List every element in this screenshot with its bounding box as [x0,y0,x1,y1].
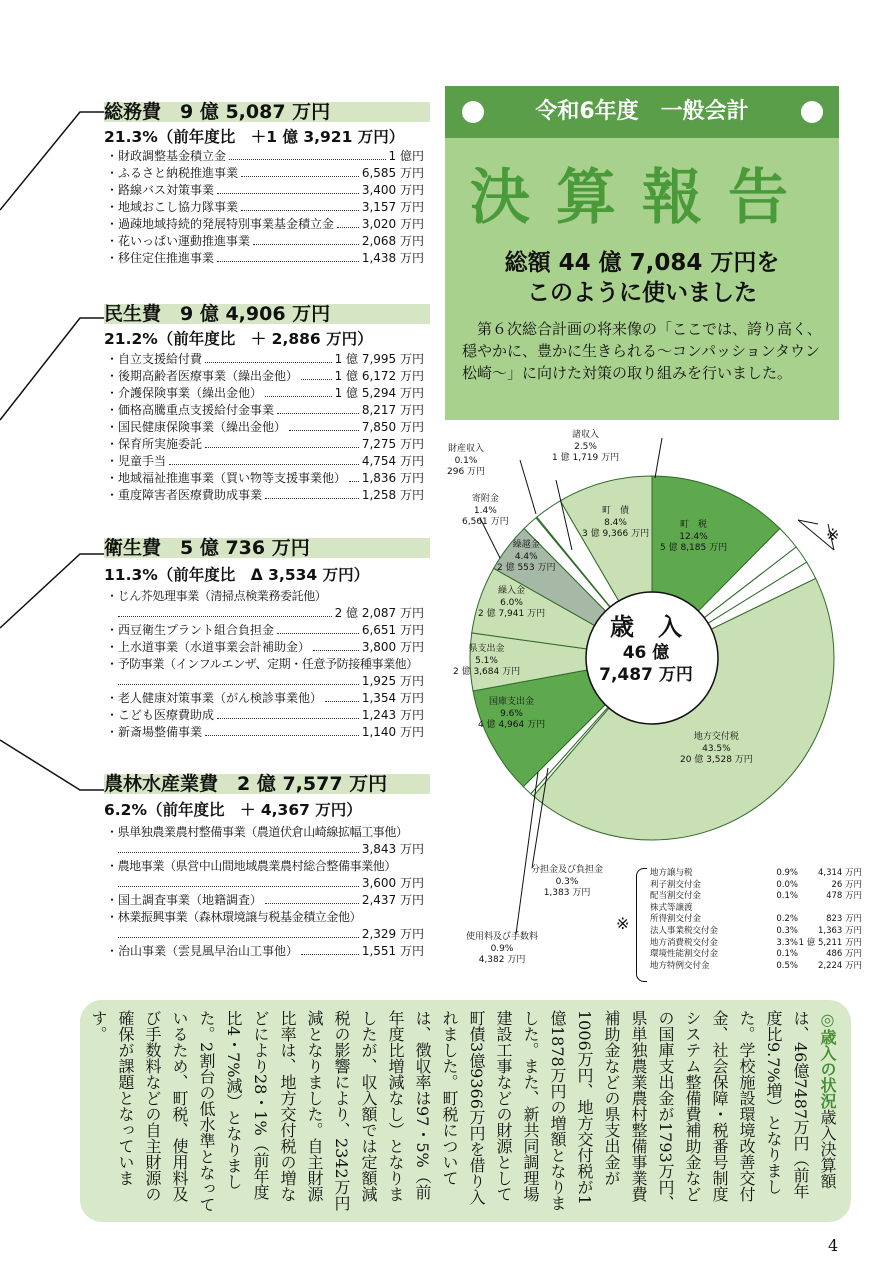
note-pct: 0.5% [776,960,798,971]
slice-label-shiyo: 使用料及び手数料 0.9% 4,382 万円 [466,932,539,965]
item-label: ・県単独農業農村整備事業（農道伏倉山崎線拡幅工事他） [106,825,408,839]
note-pct: 0.3% [776,926,798,936]
list-item [106,858,424,892]
item-label: ・児童手当 [106,454,167,468]
note-mark: ※ [826,525,840,544]
item-label: ・上水道事業（水道事業会計補助金） [106,640,311,654]
note-amt: 26 万円 [831,879,862,890]
note-amt: 486 万円 [826,949,862,960]
slice-label-kofuzei: 地方交付税 43.5% 20 億 3,528 万円 [680,732,753,765]
item-amount: 1,836 万円 [361,471,424,485]
list-item [106,199,424,216]
item-amount: 1,551 万円 [361,944,424,958]
note-amt: 823 万円 [826,914,862,925]
note-amt: 1,363 万円 [817,926,862,936]
leader-line [520,460,536,514]
item-label: ・国土調査事業（地籍調査） [106,893,263,907]
item-amount: 2 億 2,087 万円 [334,606,424,620]
list-item [106,436,424,453]
item-amount: 6,651 万円 [361,623,424,637]
list-item [106,487,424,504]
list-item [106,216,424,233]
list-item [106,707,424,724]
item-label: ・じん芥処理事業（清掃点検業務委託他） [106,589,327,603]
total-line-2: このように使いました [527,280,757,306]
note-row [650,926,862,937]
slice-label-choshu: 町 税 12.4% 5 億 8,185 万円 [660,520,728,553]
item-label: ・西豆衛生プラント組合負担金 [106,623,275,637]
page-number: 4 [828,1236,839,1255]
note-name: 株式等譲渡 [650,902,693,913]
note-name: 地方消費税交付金 [650,937,719,948]
slice-label-kurikoshi: 繰越金 4.4% 2 億 553 万円 [497,540,556,573]
total-amount [445,248,839,308]
item-label: ・予防事業（インフルエンザ、定期・任意予防接種事業他） [106,657,418,671]
item-amount: 1,243 万円 [361,708,424,722]
list-item [106,453,424,470]
slice-label-sho: 諸収入 2.5% 1 億 1,719 万円 [552,430,620,463]
item-label: ・農地事業（県営中山間地域農業農村総合整備事業他） [106,859,397,873]
section-title: 民生費 9 億 4,906 万円 [104,303,331,325]
list-item [106,892,424,909]
item-amount: 1,140 万円 [361,725,424,739]
item-label: ・花いっぱい運動推進事業 [106,234,251,248]
note-row [650,949,862,960]
item-amount: 3,157 万円 [361,200,424,214]
item-label: ・過疎地域持続的発展特別事業基金積立金 [106,217,335,231]
description: 第６次総合計画の将来像の「ここでは、誇り高く、穏やかに、豊かに生きられる～コンパッションタウン松崎～」に向けた対策の取り組みを行いました。 [462,320,822,382]
list-item [106,724,424,741]
connector-lines [0,0,110,800]
section-title: 総務費 9 億 5,087 万円 [104,101,331,123]
note-row [650,903,862,914]
slice-label-ken: 県支出金 5.1% 2 億 3,684 万円 [453,644,521,677]
list-item [106,622,424,639]
item-label: ・地域おこし協力隊事業 [106,200,239,214]
note-name: 配当割交付金 [650,891,702,902]
item-amount: 2,329 万円 [361,927,424,941]
list-item [106,182,424,199]
item-label: ・国民健康保険事業（繰出金他） [106,420,287,434]
item-label: ・介護保険事業（繰出金他） [106,386,263,400]
list-item [106,385,424,402]
section-ratio: 11.3%（前年度比 Δ 3,534 万円） [104,566,370,584]
item-label: ・重度障害者医療費助成事業 [106,488,263,502]
note-pct: 0.0% [776,879,798,890]
list-item [106,909,424,943]
note-amt: 1 億 5,211 万円 [798,937,862,948]
note-pct: 3.3% [776,937,798,948]
note-amt: 478 万円 [826,891,862,902]
item-label: ・林業振興事業（森林環境譲与税基金積立金他） [106,910,362,924]
revenue-status-body: 歳入決算額は、46億7487万円（前年度比9.7%増）となりました。学校施設環境改善交付金、社会保障・税番号制度システム整備費補助金などの国庫支出金が1793万円、県単独農業農村整備事業費補助金などの県支出金が1006万円、地方交付税が1億1878万円の増額となりました。また、新共同調理場建設工事などの財源として町債3億9366万円を借り入れました。町税については、徴収率は97・5%（前年度比増減なし）となりましたが、収入額では定額減税の影響により、2342万円減となりました。自主財源比率は、地方交付税の増などにより28・1%（前年度比4・7%減）となりました。2割台の低水準となっているため、町税、使用料及び手数料などの自主財源の確保が課題となっています。 [89,1010,837,1213]
note-row [650,880,862,891]
list-item [106,165,424,182]
item-amount: 1 億円 [388,149,424,163]
item-amount: 3,020 万円 [361,217,424,231]
item-label: ・地域福祉推進事業（買い物等支援事業他） [106,471,347,485]
list-item [106,639,424,656]
note-pct [758,903,798,914]
item-label: ・移住定住推進事業 [106,251,215,265]
note-pct: 0.1% [776,949,798,960]
note-name: 利子割交付金 [650,879,702,890]
list-item [106,943,424,960]
section-ratio: 21.3%（前年度比 ＋1 億 3,921 万円） [104,128,405,146]
item-amount: 1 億 5,294 万円 [334,386,424,400]
note-pct: 0.2% [776,914,798,925]
item-label: ・後期高齢者医療事業（繰出金他） [106,369,299,383]
item-amount: 6,585 万円 [361,166,424,180]
slice-label-machisai: 町 債 8.4% 3 億 9,366 万円 [582,506,650,539]
note-bracket [636,868,647,982]
slice-label-kifu: 寄附金 1.4% 6,561 万円 [462,494,509,527]
note-amt: 4,314 万円 [817,868,862,878]
note-pct: 0.9% [776,868,798,878]
pie-center-title: 歳 入 [610,613,682,641]
note-row [650,868,862,879]
item-label: ・路線バス対策事業 [106,183,215,197]
item-label: ・自立支援給付費 [106,352,203,366]
note-pct: 0.1% [776,891,798,902]
item-label: ・ふるさと納税推進事業 [106,166,239,180]
list-item [106,470,424,487]
leader-line [655,438,662,478]
slice-label-kurii: 繰入金 6.0% 2 億 7,941 万円 [478,586,546,619]
item-amount: 2,068 万円 [361,234,424,248]
slice-label-buntan: 分担金及び負担金 0.3% 1,383 万円 [531,865,604,898]
note-row [650,938,862,949]
item-label: ・財政調整基金積立金 [106,149,227,163]
item-amount: 1 億 6,172 万円 [334,369,424,383]
pie-center-amount-2: 7,487 万円 [599,665,693,685]
note-mark: ※ [616,914,630,933]
item-label: ・価格高騰重点支援給付金事業 [106,403,275,417]
pie-center-amount-1: 46 億 [622,643,670,663]
total-line-1: 総額 44 億 7,084 万円を [504,250,780,276]
slice-label-kokko: 国庫支出金 9.6% 4 億 4,964 万円 [478,697,546,730]
item-amount: 7,275 万円 [361,437,424,451]
note-row [650,914,862,925]
item-amount: 3,843 万円 [361,842,424,856]
list-item [106,148,424,165]
section-ratio: 21.2%（前年度比 ＋ 2,886 万円） [104,330,373,348]
pie-center-label [586,612,706,686]
banner-text: 令和6年度 一般会計 [535,99,749,124]
note-name: 環境性能割交付金 [650,949,719,960]
slice-label-zaisan: 財産収入 0.1% 296 万円 [447,444,486,477]
page-title: 決算報告 [470,163,814,233]
item-amount: 7,850 万円 [361,420,424,434]
item-amount: 3,800 万円 [361,640,424,654]
revenue-status-heading: ◎歳入の状況 [818,1010,837,1109]
revenue-status-text [85,1010,841,1214]
note-row [650,961,862,972]
list-item [106,690,424,707]
note-name: 所得割交付金 [650,914,702,925]
item-amount: 4,754 万円 [361,454,424,468]
item-amount: 1,354 万円 [361,691,424,705]
item-label: ・新斎場整備事業 [106,725,203,739]
item-amount: 3,400 万円 [361,183,424,197]
list-item [106,250,424,267]
note-amt [798,903,862,914]
note-name: 地方譲与税 [650,868,693,878]
section-ratio: 6.2%（前年度比 ＋ 4,367 万円） [104,801,362,819]
list-item [106,368,424,385]
section-title: 衛生費 5 億 736 万円 [104,537,310,559]
list-item [106,824,424,858]
note-row [650,891,862,902]
item-amount: 3,600 万円 [361,876,424,890]
item-amount: 1,258 万円 [361,488,424,502]
item-amount: 1,925 万円 [361,674,424,688]
list-item [106,402,424,419]
list-item [106,656,424,690]
item-amount: 8,217 万円 [361,403,424,417]
item-label: ・治山事業（雲見風早治山工事他） [106,944,299,958]
item-label: ・保育所実施委託 [106,437,203,451]
item-amount: 2,437 万円 [361,893,424,907]
list-item [106,588,424,622]
list-item [106,233,424,250]
note-name: 法人事業税交付金 [650,926,719,936]
note-amt: 2,224 万円 [817,960,862,971]
list-item [106,419,424,436]
item-label: ・老人健康対策事業（がん検診事業他） [106,691,323,705]
list-item [106,351,424,368]
item-amount: 1,438 万円 [361,251,424,265]
section-title: 農林水産業費 2 億 7,577 万円 [104,773,388,795]
note-name: 地方特例交付金 [650,960,710,971]
item-amount: 1 億 7,995 万円 [334,352,424,366]
item-label: ・こども医療費助成 [106,708,215,722]
